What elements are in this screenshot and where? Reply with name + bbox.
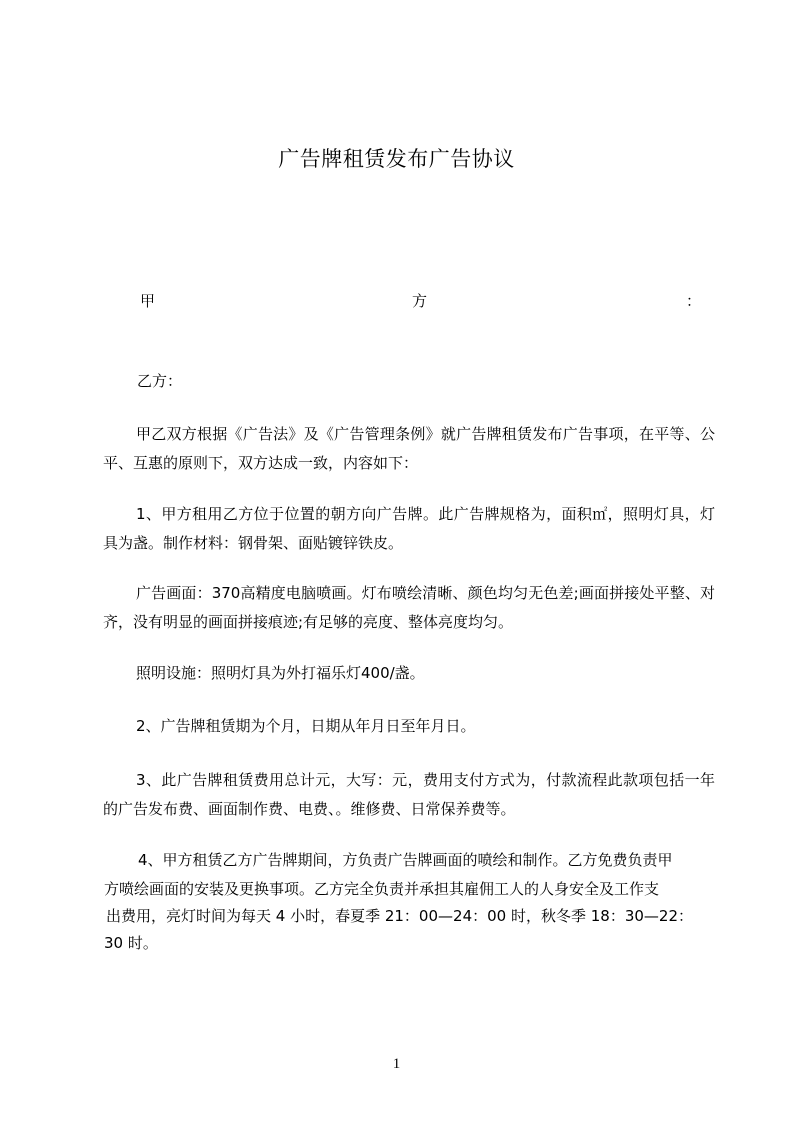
party-a-line <box>140 290 700 312</box>
clause-2-paragraph: 2、广告牌租赁期为个月，日期从年月日至年月日。 <box>136 717 476 735</box>
document-title: 广告牌租赁发布广告协议 <box>278 147 515 171</box>
party-b-line: 乙方： <box>137 372 183 390</box>
intro-paragraph: 甲乙双方根据《广告法》及《广告管理条例》就广告牌租赁发布广告事项，在平等、公平、互惠的原则下，双方达成一致，内容如下： <box>103 425 715 472</box>
party-a-colon: ： <box>686 292 702 310</box>
page-number: 1 <box>392 1056 401 1072</box>
clause-4-line-3: 出费用，亮灯时间为每天 4 小时，春夏季 21：00—24：00 时，秋冬季 18：30—22： <box>106 907 693 925</box>
party-a-char-1: 甲 <box>140 292 156 310</box>
clause-4-line-1: 4、甲方租赁乙方广告牌期间，方负责广告牌画面的喷绘和制作。乙方免费负责甲 <box>138 851 673 869</box>
party-a-char-2: 方 <box>412 292 428 310</box>
clause-4-line-2: 方喷绘画面的安装及更换事项。乙方完全负责并承担其雇佣工人的人身安全及工作支 <box>104 880 660 898</box>
clause-4-line-4: 30 时。 <box>104 934 158 952</box>
clause-3-paragraph: 3、此广告牌租赁费用总计元，大写：元，费用支付方式为，付款流程此款项包括一年的广告发布费、画面制作费、电费、。维修费、日常保养费等。 <box>103 771 715 818</box>
clause-1-paragraph: 1、甲方租用乙方位于位置的朝方向广告牌。此广告牌规格为，面积㎡，照明灯具，灯具为盏。制作材料：钢骨架、面贴镀锌铁皮。 <box>103 505 715 552</box>
picture-paragraph: 广告画面：370高精度电脑喷画。灯布喷绘清晰、颜色均匀无色差;画面拼接处平整、对齐，没有明显的画面拼接痕迹;有足够的亮度、整体亮度均匀。 <box>103 584 715 631</box>
lighting-paragraph: 照明设施：照明灯具为外打福乐灯400/盏。 <box>136 664 425 682</box>
